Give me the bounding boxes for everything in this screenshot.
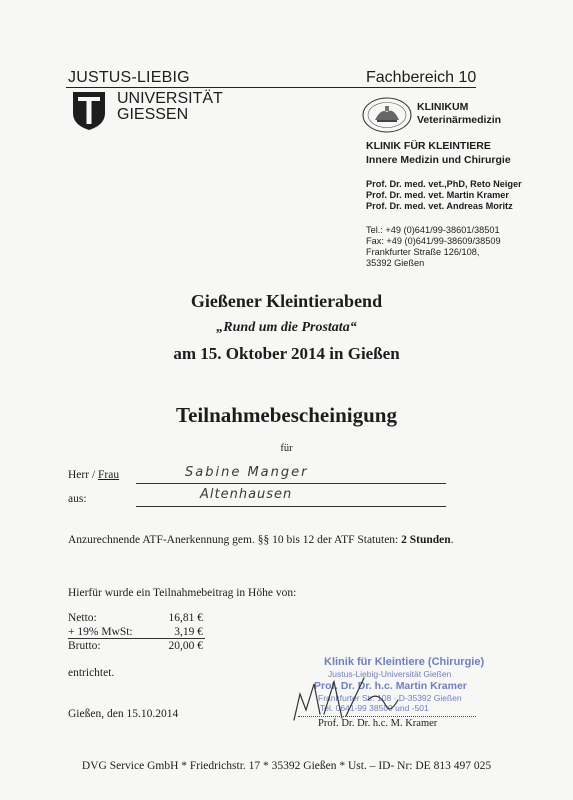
name-field-line bbox=[136, 483, 446, 484]
professor-line: Prof. Dr. med. vet. Andreas Moritz bbox=[366, 201, 513, 211]
signature-line bbox=[298, 716, 476, 717]
certificate-title: Teilnahmebescheinigung bbox=[176, 403, 397, 427]
fee-label: + 19% MwSt: bbox=[68, 626, 133, 638]
clinic-group-name: KLINIKUM bbox=[417, 101, 469, 113]
university-shield-logo bbox=[72, 91, 106, 131]
contact-fax: Fax: +49 (0)641/99-38609/38509 bbox=[366, 236, 501, 246]
contact-street: Frankfurter Straße 126/108, bbox=[366, 247, 480, 257]
contact-phone: Tel.: +49 (0)641/99-38601/38501 bbox=[366, 225, 500, 235]
fee-value: 3,19 € bbox=[174, 626, 203, 638]
salutation-selected: Frau bbox=[98, 469, 120, 481]
stamp-line: Klinik für Kleintiere (Chirurgie) bbox=[324, 656, 485, 668]
stamp-line: Frankfurter Str. 108 · D-35392 Gießen bbox=[318, 693, 462, 703]
clinic-group-subtitle: Veterinärmedizin bbox=[417, 114, 502, 126]
event-subtitle: „Rund um die Prostata“ bbox=[216, 320, 357, 335]
clinic-seal-icon bbox=[361, 96, 413, 134]
clinic-name: KLINIK FÜR KLEINTIERE bbox=[366, 140, 491, 152]
stamp-line: Tel. 0641-99 38500 und -501 bbox=[320, 703, 429, 713]
atf-hours: 2 Stunden bbox=[401, 534, 451, 546]
from-field-line bbox=[136, 506, 446, 507]
stamp-line: Justus-Liebig-Universität Gießen bbox=[328, 669, 452, 679]
university-name-line2: UNIVERSITÄT bbox=[117, 90, 223, 107]
fee-label: Brutto: bbox=[68, 640, 101, 652]
place-date: Gießen, den 15.10.2014 bbox=[68, 708, 179, 720]
university-name-line1: JUSTUS-LIEBIG bbox=[68, 69, 190, 86]
from-label: aus: bbox=[68, 493, 87, 505]
fee-value: 20,00 € bbox=[168, 640, 203, 652]
sum-rule bbox=[68, 638, 205, 639]
salutation-prefix: Herr / bbox=[68, 469, 99, 481]
event-title: Gießener Kleintierabend bbox=[190, 291, 383, 311]
participant-name-handwritten: Sabine Manger bbox=[185, 465, 309, 480]
atf-text: Anzurechnende ATF-Anerkennung gem. §§ 10 bis 12 der ATF Statuten: bbox=[68, 534, 402, 546]
participant-town-handwritten: Altenhausen bbox=[200, 487, 293, 502]
professor-line: Prof. Dr. med. vet.,PhD, Reto Neiger bbox=[366, 179, 522, 189]
letterhead-rule bbox=[66, 87, 476, 88]
signer-name: Prof. Dr. Dr. h.c. M. Kramer bbox=[318, 718, 438, 729]
fee-label: Netto: bbox=[68, 612, 97, 624]
university-name-line3: GIESSEN bbox=[117, 106, 189, 123]
atf-recognition-text bbox=[68, 534, 454, 546]
fee-intro: Hierfür wurde ein Teilnahmebeitrag in Höhe von: bbox=[68, 587, 297, 599]
footer-company-info: DVG Service GmbH * Friedrichstr. 17 * 35392 Gießen * Ust. – ID- Nr: DE 813 497 025 bbox=[81, 760, 492, 772]
fee-value: 16,81 € bbox=[168, 612, 203, 624]
professor-line: Prof. Dr. med. vet. Martin Kramer bbox=[366, 190, 509, 200]
clinic-subtitle: Innere Medizin und Chirurgie bbox=[366, 154, 511, 166]
contact-city: 35392 Gießen bbox=[366, 258, 425, 268]
department-label: Fachbereich 10 bbox=[366, 69, 477, 86]
for-label: für bbox=[280, 443, 293, 454]
event-date: am 15. Oktober 2014 in Gießen bbox=[173, 344, 400, 363]
paid-text: entrichtet. bbox=[68, 667, 115, 679]
atf-end: . bbox=[450, 534, 454, 546]
stamp-line: Prof. Dr. Dr. h.c. Martin Kramer bbox=[314, 680, 467, 692]
salutation-label bbox=[68, 469, 119, 481]
